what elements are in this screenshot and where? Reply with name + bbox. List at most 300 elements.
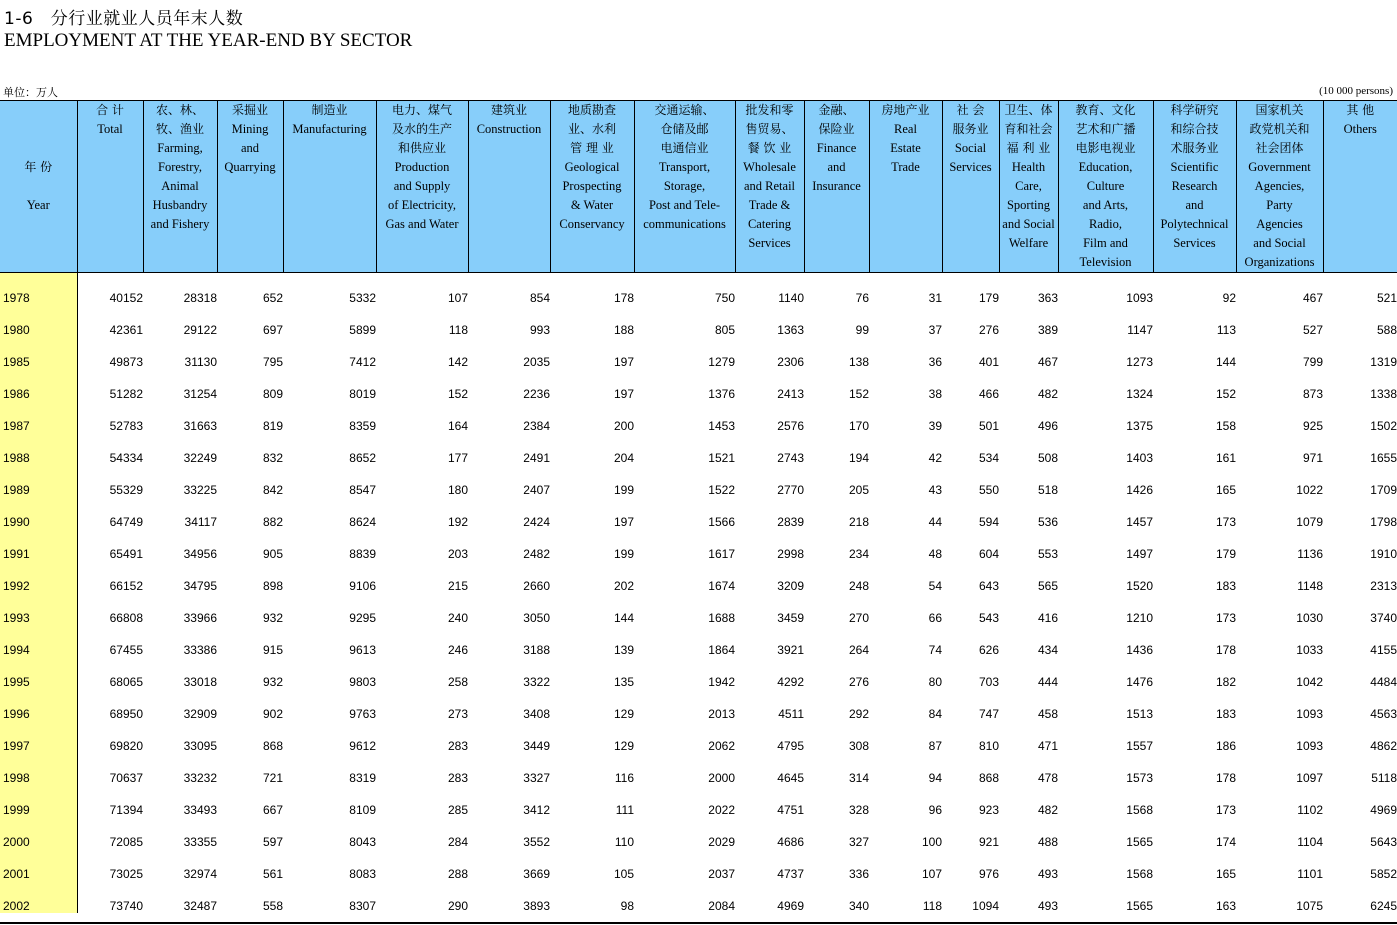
value-cell: 3552 [523,834,550,849]
value-cell: 264 [848,642,869,657]
value-cell: 4969 [777,898,804,913]
value-cell: 2037 [708,866,735,881]
value-cell: 594 [978,514,999,529]
value-cell: 1319 [1370,354,1397,369]
value-cell: 48 [928,546,942,561]
value-cell: 466 [978,386,999,401]
value-cell: 258 [447,674,468,689]
value-cell: 1557 [1126,738,1153,753]
value-cell: 2743 [777,450,804,465]
value-cell: 401 [978,354,999,369]
column-header-en: Production and Supply of Electricity, Gas and Water [385,160,459,231]
value-cell: 234 [848,546,869,561]
value-cell: 873 [1302,386,1323,401]
value-cell: 8839 [349,546,376,561]
value-cell: 5118 [1371,770,1397,785]
value-cell: 363 [1037,290,1058,305]
table-row [0,849,1397,881]
value-cell: 9106 [349,578,376,593]
value-cell: 4563 [1370,706,1397,721]
value-cell: 197 [613,514,634,529]
value-cell: 9763 [349,706,376,721]
value-cell: 203 [447,546,468,561]
value-cell: 33493 [183,802,217,817]
value-cell: 1094 [972,898,999,913]
value-cell: 49873 [109,354,143,369]
value-cell: 518 [1037,482,1058,497]
value-cell: 308 [848,738,869,753]
value-cell: 33355 [183,834,217,849]
value-cell: 2306 [777,354,804,369]
value-cell: 129 [613,738,634,753]
value-cell: 71394 [109,802,143,817]
value-cell: 458 [1037,706,1058,721]
table-row [0,433,1397,465]
value-cell: 750 [714,290,735,305]
value-cell: 925 [1302,418,1323,433]
value-cell: 178 [613,290,634,305]
column-header-cn: 卫生、体 育和社会 福 利 业 [1004,103,1053,155]
value-cell: 561 [262,866,283,881]
value-cell: 67455 [109,642,143,657]
value-cell: 68950 [109,706,143,721]
value-cell: 183 [1215,578,1236,593]
column-header-cn: 电力、煤气 及水的生产 和供应业 [391,103,452,155]
value-cell: 1093 [1296,738,1323,753]
column-header-cn: 制造业 [311,103,348,117]
value-cell: 197 [613,386,634,401]
value-cell: 993 [529,322,550,337]
value-cell: 5899 [349,322,376,337]
value-cell: 163 [1215,898,1236,913]
value-cell: 1147 [1127,322,1153,337]
year-cell: 1987 [0,401,77,433]
value-cell: 290 [447,898,468,913]
value-cell: 92 [1222,290,1236,305]
year-cell: 1986 [0,369,77,401]
value-cell: 2084 [708,898,735,913]
column-header-cn: 合 计 [96,103,124,117]
year-cell: 1998 [0,753,77,785]
value-cell: 54334 [109,450,143,465]
value-cell: 116 [614,770,634,785]
value-cell: 73025 [109,866,143,881]
value-cell: 144 [1215,354,1236,369]
value-cell: 1104 [1297,834,1323,849]
value-cell: 29122 [183,322,217,337]
value-cell: 84 [928,706,942,721]
value-cell: 1093 [1296,706,1323,721]
value-cell: 32974 [183,866,217,881]
year-cell: 1997 [0,721,77,753]
value-cell: 8109 [349,802,376,817]
column-header [143,101,217,273]
value-cell: 643 [978,578,999,593]
value-cell: 113 [1216,322,1236,337]
column-header [376,101,468,273]
value-cell: 158 [1215,418,1236,433]
column-header-en: Transport, Storage, Post and Tele- communications [643,160,726,231]
value-cell: 194 [848,450,869,465]
value-cell: 292 [848,706,869,721]
column-header [869,101,942,273]
value-cell: 4155 [1370,642,1397,657]
value-cell: 1210 [1126,610,1153,625]
value-cell: 33018 [183,674,217,689]
value-cell: 3209 [777,578,804,593]
value-cell: 501 [978,418,999,433]
value-cell: 276 [978,322,999,337]
value-cell: 558 [262,898,283,913]
value-cell: 80 [928,674,942,689]
value-cell: 1324 [1126,386,1153,401]
value-cell: 2384 [523,418,550,433]
table-header-row [0,101,1397,273]
value-cell: 5852 [1370,866,1397,881]
value-cell: 199 [613,546,634,561]
value-cell: 4737 [777,866,804,881]
value-cell: 218 [848,514,869,529]
value-cell: 135 [613,674,634,689]
value-cell: 179 [1215,546,1236,561]
table-bottom-rule [0,922,1397,924]
value-cell: 2313 [1370,578,1397,593]
value-cell: 32487 [183,898,217,913]
value-cell: 38 [928,386,942,401]
value-cell: 478 [1037,770,1058,785]
table-row [0,369,1397,401]
value-cell: 178 [1215,642,1236,657]
value-cell: 173 [1215,514,1236,529]
value-cell: 9295 [349,610,376,625]
value-cell: 34956 [183,546,217,561]
table-row [0,625,1397,657]
column-header [1323,101,1397,273]
year-cell: 2001 [0,849,77,881]
column-header-cn: 交通运输、 仓储及邮 电通信业 [654,103,715,155]
value-cell: 8359 [349,418,376,433]
value-cell: 3921 [777,642,804,657]
value-cell: 1453 [708,418,735,433]
value-cell: 188 [613,322,634,337]
column-header-en: Government Agencies, Party Agencies and Social Organizations [1244,160,1315,269]
value-cell: 2770 [777,482,804,497]
value-cell: 416 [1037,610,1058,625]
value-cell: 87 [928,738,942,753]
value-cell: 100 [921,834,942,849]
value-cell: 1655 [1370,450,1397,465]
value-cell: 3327 [523,770,550,785]
value-cell: 31254 [183,386,217,401]
value-cell: 142 [447,354,468,369]
value-cell: 110 [614,834,634,849]
value-cell: 3669 [523,866,550,881]
value-cell: 389 [1037,322,1058,337]
value-cell: 1942 [708,674,735,689]
value-cell: 2660 [523,578,550,593]
value-cell: 444 [1037,674,1058,689]
value-cell: 66152 [109,578,143,593]
table-row [0,529,1397,561]
value-cell: 1709 [1370,482,1397,497]
year-cell: 1993 [0,593,77,625]
value-cell: 28318 [183,290,217,305]
value-cell: 1566 [708,514,735,529]
table-row [0,881,1397,913]
year-cell: 1990 [0,497,77,529]
value-cell: 4862 [1370,738,1397,753]
value-cell: 902 [262,706,283,721]
value-cell: 482 [1037,386,1058,401]
value-cell: 1136 [1297,546,1323,561]
value-cell: 4686 [777,834,804,849]
value-cell: 482 [1037,802,1058,817]
value-cell: 604 [978,546,999,561]
year-cell: 1995 [0,657,77,689]
value-cell: 976 [978,866,999,881]
value-cell: 55329 [109,482,143,497]
value-cell: 1030 [1296,610,1323,625]
year-cell: 1980 [0,305,77,337]
value-cell: 182 [1215,674,1236,689]
value-cell: 1042 [1296,674,1323,689]
value-cell: 2839 [777,514,804,529]
value-cell: 3412 [523,802,550,817]
value-cell: 488 [1037,834,1058,849]
table-row [0,305,1397,337]
value-cell: 7412 [349,354,376,369]
value-cell: 2407 [523,482,550,497]
value-cell: 107 [921,866,942,881]
column-header [634,101,735,273]
value-cell: 186 [1215,738,1236,753]
column-header [942,101,999,273]
value-cell: 1502 [1370,418,1397,433]
value-cell: 173 [1215,610,1236,625]
value-cell: 34117 [184,514,217,529]
value-cell: 111 [615,802,634,817]
value-cell: 2576 [777,418,804,433]
value-cell: 183 [1215,706,1236,721]
value-cell: 1520 [1126,578,1153,593]
value-cell: 8319 [349,770,376,785]
value-cell: 34795 [183,578,217,593]
value-cell: 336 [848,866,869,881]
value-cell: 2035 [523,354,550,369]
value-cell: 284 [447,834,468,849]
table-row [0,497,1397,529]
value-cell: 493 [1037,898,1058,913]
value-cell: 2424 [523,514,550,529]
value-cell: 54 [928,578,942,593]
column-header-en: Social Services [949,141,992,174]
column-header [550,101,634,273]
value-cell: 4795 [777,738,804,753]
value-cell: 1033 [1296,642,1323,657]
value-cell: 177 [447,450,468,465]
value-cell: 3449 [523,738,550,753]
value-cell: 36 [928,354,942,369]
value-cell: 3408 [523,706,550,721]
value-cell: 4292 [777,674,804,689]
value-cell: 138 [848,354,869,369]
value-cell: 521 [1376,290,1397,305]
column-header-cn: 地质勘查 业、水利 管 理 业 [567,103,616,155]
value-cell: 2998 [777,546,804,561]
value-cell: 8547 [349,482,376,497]
value-cell: 2062 [708,738,735,753]
value-cell: 9803 [349,674,376,689]
value-cell: 199 [613,482,634,497]
value-cell: 3050 [523,610,550,625]
column-header-en: Health Care, Sporting and Social Welfare [1002,160,1055,250]
value-cell: 1565 [1126,898,1153,913]
column-header-cn: 批发和零 售贸易、 餐 饮 业 [745,103,794,155]
table-row [0,273,1397,305]
value-cell: 1522 [708,482,735,497]
column-header-en: Wholesale and Retail Trade & Catering Services [743,160,796,250]
value-cell: 52783 [109,418,143,433]
value-cell: 905 [262,546,283,561]
column-header [283,101,376,273]
column-header-cn: 建筑业 [490,103,527,117]
value-cell: 8652 [349,450,376,465]
value-cell: 809 [262,386,283,401]
column-header-en: Manufacturing [292,122,367,136]
value-cell: 971 [1302,450,1323,465]
value-cell: 923 [978,802,999,817]
value-cell: 747 [978,706,999,721]
table-body [0,273,1397,913]
value-cell: 174 [1215,834,1236,849]
value-cell: 810 [978,738,999,753]
column-header-en: Education, Culture and Arts, Radio, Film and Television [1078,160,1133,269]
value-cell: 65491 [109,546,143,561]
value-cell: 921 [978,834,999,849]
value-cell: 1102 [1297,802,1323,817]
value-cell: 70637 [109,770,143,785]
value-cell: 1101 [1297,866,1323,881]
value-cell: 1426 [1126,482,1153,497]
value-cell: 842 [262,482,283,497]
value-cell: 1864 [708,642,735,657]
value-cell: 9613 [349,642,376,657]
value-cell: 76 [855,290,869,305]
value-cell: 72085 [109,834,143,849]
value-cell: 44 [928,514,942,529]
year-cell: 1999 [0,785,77,817]
value-cell: 508 [1037,450,1058,465]
value-cell: 1140 [778,290,804,305]
value-cell: 703 [978,674,999,689]
value-cell: 42 [928,450,942,465]
column-header [1058,101,1153,273]
value-cell: 626 [978,642,999,657]
value-cell: 8307 [349,898,376,913]
value-cell: 98 [620,898,634,913]
value-cell: 597 [262,834,283,849]
value-cell: 165 [1215,482,1236,497]
value-cell: 1476 [1126,674,1153,689]
value-cell: 667 [262,802,283,817]
value-cell: 565 [1037,578,1058,593]
value-cell: 4645 [777,770,804,785]
value-cell: 240 [447,610,468,625]
table-row [0,689,1397,721]
value-cell: 327 [848,834,869,849]
value-cell: 795 [262,354,283,369]
column-header-en: Others [1343,122,1377,136]
value-cell: 285 [447,802,468,817]
table-row [0,561,1397,593]
value-cell: 3893 [523,898,550,913]
value-cell: 868 [262,738,283,753]
value-cell: 66 [928,610,942,625]
column-header-cn: 其 他 [1346,103,1375,117]
value-cell: 1338 [1370,386,1397,401]
value-cell: 1457 [1126,514,1153,529]
value-cell: 42361 [109,322,143,337]
value-cell: 1436 [1126,642,1153,657]
value-cell: 270 [848,610,869,625]
value-cell: 248 [848,578,869,593]
value-cell: 1273 [1126,354,1153,369]
value-cell: 94 [928,770,942,785]
column-header [1153,101,1236,273]
value-cell: 64749 [109,514,143,529]
unit-label-cn: 单位：万人 [3,86,58,99]
value-cell: 1617 [708,546,735,561]
value-cell: 73740 [109,898,143,913]
value-cell: 314 [848,770,869,785]
value-cell: 2491 [523,450,550,465]
value-cell: 74 [928,642,942,657]
table-row [0,337,1397,369]
column-header-en: Scientific Research and Polytechnical Services [1160,160,1229,250]
value-cell: 105 [613,866,634,881]
table-row [0,753,1397,785]
table-row [0,465,1397,497]
value-cell: 493 [1037,866,1058,881]
column-header [999,101,1058,273]
value-cell: 39 [928,418,942,433]
column-header-cn: 采掘业 [231,103,268,117]
value-cell: 854 [529,290,550,305]
value-cell: 1375 [1126,418,1153,433]
value-cell: 471 [1037,738,1058,753]
value-cell: 882 [262,514,283,529]
value-cell: 1097 [1296,770,1323,785]
value-cell: 179 [978,290,999,305]
value-cell: 1521 [708,450,735,465]
value-cell: 68065 [109,674,143,689]
value-cell: 1688 [708,610,735,625]
value-cell: 4751 [777,802,804,817]
year-cell: 1988 [0,433,77,465]
value-cell: 5332 [349,290,376,305]
value-cell: 118 [922,898,942,913]
value-cell: 99 [855,322,869,337]
value-cell: 152 [848,386,869,401]
column-header-en: Construction [476,122,542,136]
value-cell: 1376 [708,386,735,401]
value-cell: 1910 [1370,546,1397,561]
employment-table [0,100,1397,913]
value-cell: 536 [1037,514,1058,529]
value-cell: 283 [447,770,468,785]
column-header-en: Real Estate Trade [890,122,921,174]
column-header-cn: 农、林、 牧、渔业 [155,103,204,136]
